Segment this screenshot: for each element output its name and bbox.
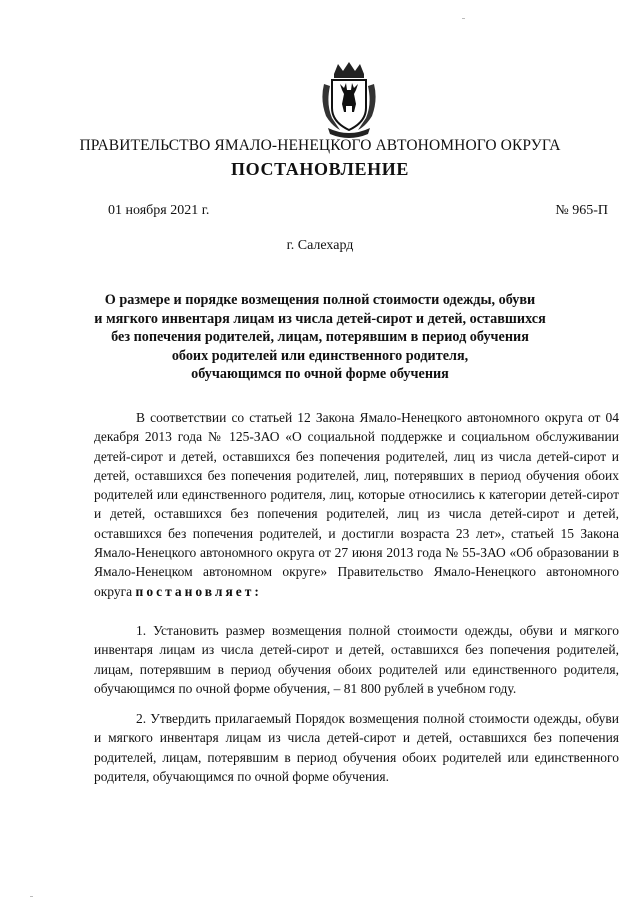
title-line: без попечения родителей, лицам, потерявшим в период обучения: [111, 329, 529, 346]
coat-of-arms-icon: [318, 60, 380, 138]
document-city: г. Салехард: [286, 238, 354, 253]
title-line: О размере и порядке возмещения полной стоимости одежды, обуви: [104, 292, 536, 308]
scan-artifact: [30, 896, 33, 897]
item-1-paragraph: 1. Установить размер возмещения полной стоимости одежды, обуви и мягкого инвентаря лицам из числа детей-сирот и детей, оставшихся без попечения родителей, лицам, потерявшим в период обучения обоих родителей или единственного родителя, обучающимся по очной форме обучения, – 81 800 рублей в учебном году.: [94, 623, 619, 696]
title-line: обучающимся по очной форме обучения: [191, 366, 449, 383]
document-date: 01 ноября 2021 г.: [108, 203, 210, 218]
title-line: и мягкого инвентаря лицам из числа детей-сирот и детей, оставшихся: [94, 310, 546, 327]
title-line: обоих родителей или единственного родителя,: [171, 347, 469, 364]
document-title: [90, 291, 550, 384]
document-number: № 965-П: [555, 203, 608, 218]
resolves-word: постановляет:: [135, 583, 262, 599]
scan-artifact: [462, 18, 465, 19]
preamble-paragraph: [94, 408, 619, 601]
item-2-paragraph: 2. Утвердить прилагаемый Порядок возмещения полной стоимости одежды, обуви и мягкого инвентаря лицам из числа детей-сирот и детей, оставшихся без попечения родителей, лицам, потерявшим в период обучения обоих родителей или единственного родителя, обучающимся по очной форме обучения.: [94, 711, 619, 784]
organization-name: ПРАВИТЕЛЬСТВО ЯМАЛО-НЕНЕЦКОГО АВТОНОМНОГО ОКРУГА: [79, 137, 561, 154]
document-type: ПОСТАНОВЛЕНИЕ: [231, 159, 409, 179]
preamble-text: В соответствии со статьей 12 Закона Ямало-Ненецкого автономного округа от 04 декабря 2013 года № 125-ЗАО «О социальной поддержке и социальном обслуживании детей-сирот и детей, оставшихся без попечения родителей, лиц из числа детей-сирот и детей, оставшихся без попечения родителей, лиц, потерявших в период обучения обоих родителей или единственного родителя, лиц, которые относились к категории детей-сирот и детей, оставшихся без попечения родителей, лиц из числа детей-сирот и детей, оставшихся без попечения родителей, и достигли возраста 23 лет», статьей 15 Закона Ямало-Ненецкого автономного округа от 27 июня 2013 года № 55-ЗАО «Об образовании в Ямало-Ненецком автономном округе» Правительство Ямало-Ненецкого автономного округа: [94, 410, 619, 599]
